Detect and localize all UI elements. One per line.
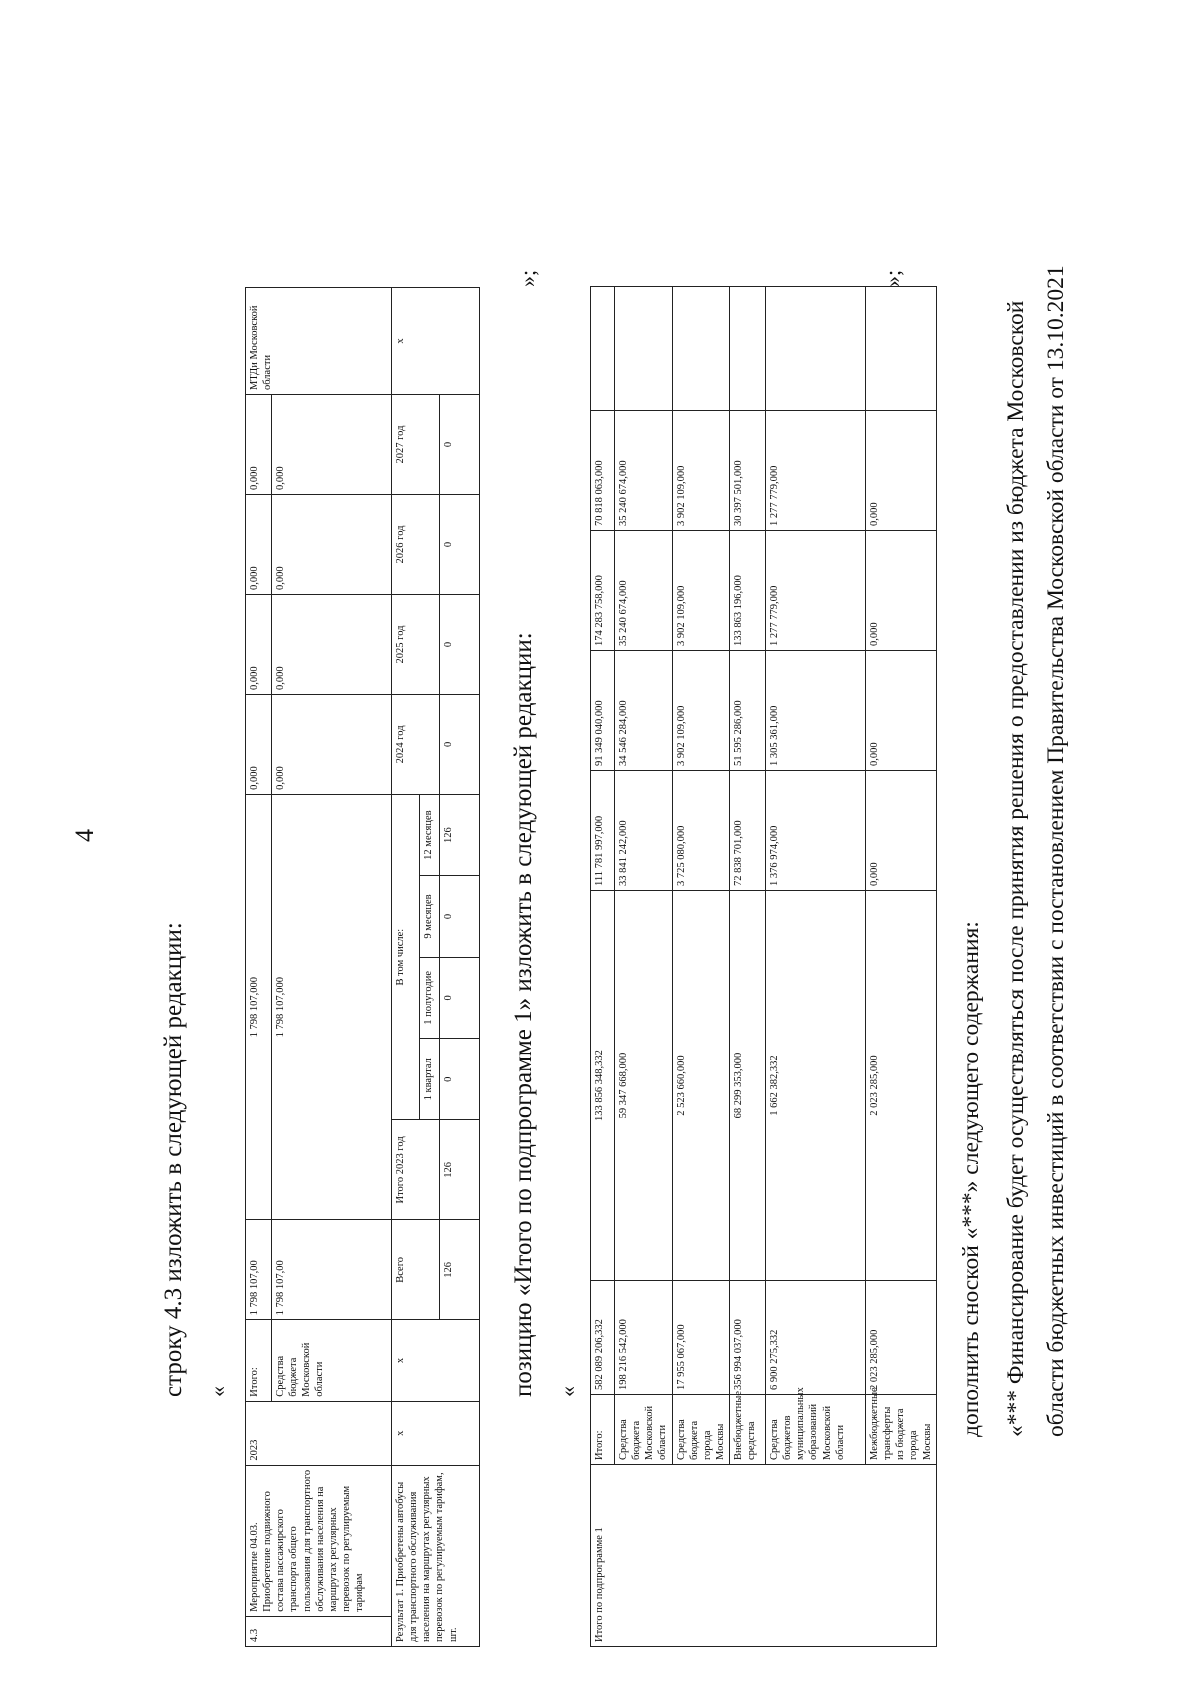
row-executor-empty bbox=[766, 287, 866, 411]
row-2023: 2 523 660,000 bbox=[672, 891, 730, 1281]
instruction-row-4-3: строку 4.3 изложить в следующей редакции: bbox=[160, 922, 187, 1397]
result-m12: 126 bbox=[440, 794, 480, 875]
result-year-x: х bbox=[392, 1401, 480, 1465]
row-total: 6 900 275,332 bbox=[766, 1281, 866, 1395]
footnote-line-2: области бюджетных инвестиций в соответствии с постановлением Правительства Московской области от 13.10.2021 bbox=[1043, 265, 1069, 1437]
row-executor-empty bbox=[672, 287, 730, 411]
source-label: Средства бюджета Московской области bbox=[272, 1320, 392, 1401]
result-m9: 0 bbox=[440, 876, 480, 957]
footnote-instruction: дополнить сноской «***» следующего содержания: bbox=[958, 921, 984, 1437]
row-2024: 0,000 bbox=[866, 771, 937, 891]
row-2023: 2 023 285,000 bbox=[866, 891, 937, 1281]
row-total: 17 955 067,000 bbox=[672, 1281, 730, 1395]
table-row bbox=[591, 287, 615, 1647]
row-2024: 3 725 080,000 bbox=[672, 771, 730, 891]
row-label: Средства бюджета Московской области bbox=[615, 1395, 673, 1465]
result-2024: 0 bbox=[440, 694, 480, 794]
measure-year: 2023 bbox=[246, 1401, 392, 1465]
result-2027: 0 bbox=[440, 395, 480, 495]
value-2024: 0,000 bbox=[272, 694, 392, 794]
row-label: Межбюджетные трансферты из бюджета города Москвы bbox=[866, 1395, 937, 1465]
value-2027: 0,000 bbox=[246, 395, 272, 495]
row-2025: 0,000 bbox=[866, 651, 937, 771]
result-2026: 0 bbox=[440, 495, 480, 595]
row-executor-empty bbox=[615, 287, 673, 411]
result-source-x: х bbox=[392, 1320, 480, 1401]
row-total: 356 994 037,000 bbox=[730, 1281, 766, 1395]
row-2027: 1 277 779,000 bbox=[766, 411, 866, 531]
table-row-4-3 bbox=[245, 287, 480, 1647]
row-number: 4.3 bbox=[246, 1616, 392, 1646]
row-2025: 1 305 361,000 bbox=[766, 651, 866, 771]
row-2024: 111 781 997,000 bbox=[591, 771, 615, 891]
header-m12: 12 месяцев bbox=[420, 794, 440, 875]
table-row bbox=[730, 287, 766, 1647]
total-value: 1 798 107,00 bbox=[246, 1220, 272, 1320]
row-2026: 1 277 779,000 bbox=[766, 531, 866, 651]
row-executor-empty bbox=[591, 287, 615, 411]
header-vsego: Всего bbox=[392, 1220, 440, 1320]
header-h1: 1 полугодие bbox=[420, 957, 440, 1038]
total-value: 1 798 107,00 bbox=[272, 1220, 392, 1320]
value-2025: 0,000 bbox=[272, 594, 392, 694]
value-2026: 0,000 bbox=[272, 495, 392, 595]
page-number: 4 bbox=[70, 829, 99, 842]
value-2023: 1 798 107,000 bbox=[272, 794, 392, 1219]
row-2026: 35 240 674,000 bbox=[615, 531, 673, 651]
executor-x: х bbox=[392, 288, 480, 395]
instruction-itogo-subprogram: позицию «Итого по подпрограмме 1» изложить в следующей редакции: bbox=[510, 632, 537, 1397]
table-row bbox=[866, 287, 937, 1647]
row-label: Средства бюджетов муниципальных образований Московской области bbox=[766, 1395, 866, 1465]
row-2025: 34 546 284,000 bbox=[615, 651, 673, 771]
footnote-line-1: «*** Финансирование будет осуществляться после принятия решения о предоставлении из бюджета Московской bbox=[1003, 300, 1029, 1437]
row-executor-empty bbox=[730, 287, 766, 411]
row-2027: 3 902 109,000 bbox=[672, 411, 730, 531]
row-2026: 174 283 758,000 bbox=[591, 531, 615, 651]
table-row bbox=[392, 288, 420, 1647]
table-row bbox=[672, 287, 730, 1647]
header-m9: 9 месяцев bbox=[420, 876, 440, 957]
row-2025: 3 902 109,000 bbox=[672, 651, 730, 771]
row-total: 198 216 542,000 bbox=[615, 1281, 673, 1395]
row-2026: 133 863 196,000 bbox=[730, 531, 766, 651]
header-itogo-2023: Итого 2023 год bbox=[392, 1120, 440, 1220]
close-quote-1: »; bbox=[515, 269, 540, 287]
row-2026: 3 902 109,000 bbox=[672, 531, 730, 651]
row-total: 2 023 285,000 bbox=[866, 1281, 937, 1395]
row-label: Внебюджетные средства bbox=[730, 1395, 766, 1465]
row-label: Итого: bbox=[591, 1395, 615, 1465]
row-executor-empty bbox=[866, 287, 937, 411]
header-2026: 2026 год bbox=[392, 495, 440, 595]
row-2023: 59 347 668,000 bbox=[615, 891, 673, 1281]
row-2023: 68 299 353,000 bbox=[730, 891, 766, 1281]
subprogram-title: Итого по подпрограмме 1 bbox=[591, 1465, 937, 1647]
row-2027: 30 397 501,000 bbox=[730, 411, 766, 531]
table-row bbox=[615, 287, 673, 1647]
value-2026: 0,000 bbox=[246, 495, 272, 595]
header-2027: 2027 год bbox=[392, 395, 440, 495]
result-name: Результат 1. Приобретены автобусы для транспортного обслуживания населения на маршрутах регулярных перевозок по регулируемым тарифам, шт. bbox=[392, 1465, 480, 1646]
measure-name: Мероприятие 04.03. Приобретение подвижного состава пассажирского транспорта общего пользования для транспортного обслуживания населения на маршрутах регулярных перевозок по регулируемым тарифам bbox=[246, 1465, 392, 1616]
row-2027: 70 818 063,000 bbox=[591, 411, 615, 531]
value-2025: 0,000 bbox=[246, 594, 272, 694]
table-row bbox=[766, 287, 866, 1647]
value-2023: 1 798 107,000 bbox=[246, 794, 272, 1219]
table-itogo-subprogram-1 bbox=[590, 286, 937, 1647]
value-2027: 0,000 bbox=[272, 395, 392, 495]
row-2027: 35 240 674,000 bbox=[615, 411, 673, 531]
row-2024: 33 841 242,000 bbox=[615, 771, 673, 891]
row-2024: 1 376 974,000 bbox=[766, 771, 866, 891]
header-q1: 1 квартал bbox=[420, 1039, 440, 1120]
open-quote-2: « bbox=[555, 1386, 580, 1397]
open-quote-1: « bbox=[205, 1386, 230, 1397]
result-2025: 0 bbox=[440, 594, 480, 694]
value-2024: 0,000 bbox=[246, 694, 272, 794]
row-2023: 133 856 348,332 bbox=[591, 891, 615, 1281]
table-row bbox=[246, 288, 272, 1647]
row-2025: 91 349 040,000 bbox=[591, 651, 615, 771]
result-h1: 0 bbox=[440, 957, 480, 1038]
itogo-label: Итого: bbox=[246, 1320, 272, 1401]
executor: МТДи Московской области bbox=[246, 288, 392, 395]
header-2025: 2025 год bbox=[392, 594, 440, 694]
close-quote-2: »; bbox=[880, 269, 905, 287]
result-vsego: 126 bbox=[440, 1220, 480, 1320]
row-2023: 1 662 382,332 bbox=[766, 891, 866, 1281]
row-total: 582 089 206,332 bbox=[591, 1281, 615, 1395]
header-v-tom-chisle: В том числе: bbox=[392, 794, 420, 1120]
result-itogo-2023: 126 bbox=[440, 1120, 480, 1220]
row-label: Средства бюджета города Москвы bbox=[672, 1395, 730, 1465]
header-2024: 2024 год bbox=[392, 694, 440, 794]
row-2026: 0,000 bbox=[866, 531, 937, 651]
row-2027: 0,000 bbox=[866, 411, 937, 531]
result-q1: 0 bbox=[440, 1039, 480, 1120]
row-2024: 72 838 701,000 bbox=[730, 771, 766, 891]
row-2025: 51 595 286,000 bbox=[730, 651, 766, 771]
